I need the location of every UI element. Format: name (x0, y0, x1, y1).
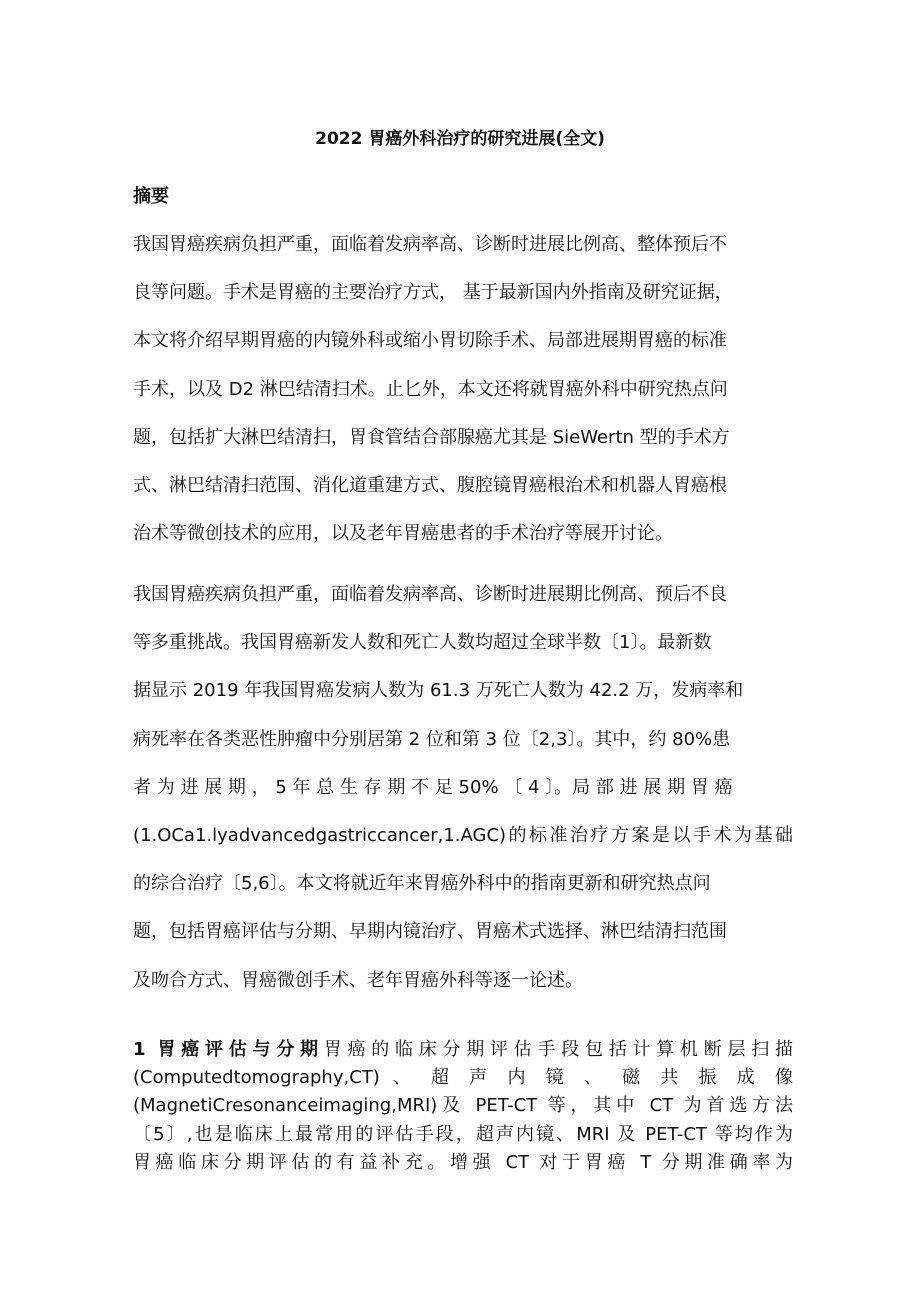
section-1-paragraph (133, 1036, 793, 1177)
section-1-first-line (133, 1036, 793, 1064)
abstract-line: 题，包括扩大淋巴结清扫，胃食管结合部腺癌尤其是 SieWertn 型的手术方 (133, 426, 730, 448)
intro-line: 我国胃癌疾病负担严重，面临着发病率高、诊断时进展期比例高、预后不良 (133, 584, 727, 605)
intro-line: (1.OCa1.lyadvancedgastriccancer,1.AGC)的标准治疗方案是以手术为基础 (133, 825, 793, 847)
abstract-heading: 摘要 (133, 186, 169, 207)
abstract-line: 手术，以及 D2 淋巴结清扫术。止匕外，本文还将就胃癌外科中研究热点问 (133, 378, 728, 400)
section-1-line: (Computedtomography,CT) 、 超 声 内 镜 、 磁 共 振 成 像 (133, 1067, 793, 1089)
intro-line: 者 为 进 展 期 ， 5 年 总 生 存 期 不 足 50% 〔 4 〕。局 部 进 展 期 胃 癌 (133, 776, 733, 798)
section-1-line: 胃癌临床分期评估的有益补充。增强 CT 对于胃癌 T 分期准确率为 (133, 1151, 793, 1173)
intro-line: 据显示 2019 年我国胃癌发病人数为 61.3 万死亡人数为 42.2 万，发病率和 (133, 680, 744, 702)
abstract-line: 我国胃癌疾病负担严重，面临着发病率高、诊断时进展比例高、整体预后不 (133, 234, 727, 255)
section-1-heading: 1 胃癌评估与分期 (133, 1039, 324, 1060)
intro-line: 病死率在各类恶性肿瘤中分别居第 2 位和第 3 位〔2,3〕。其中，约 80%患 (133, 728, 731, 750)
abstract-line: 式、淋巴结清扫范围、消化道重建方式、腹腔镜胃癌根治术和机器人胃癌根 (133, 475, 727, 497)
intro-line: 及吻合方式、胃癌微创手术、老年胃癌外科等逐一论述。 (133, 969, 583, 991)
intro-line: 等多重挑战。我国胃癌新发人数和死亡人数均超过全球半数〔1〕。最新数 (133, 632, 712, 654)
intro-line: 的综合治疗〔5,6〕。本文将就近年来胃癌外科中的指南更新和研究热点问 (133, 873, 711, 895)
abstract-line: 本文将介绍早期胃癌的内镜外科或缩小胃切除手术、局部进展期胃癌的标准 (133, 330, 727, 352)
section-1-line: (MagnetiCresonanceimaging,MRI)及 PET-CT 等，其中 CT 为首选方法 (133, 1095, 793, 1117)
abstract-line: 治术等微创技术的应用，以及老年胃癌患者的手术治疗等展开讨论。 (133, 523, 673, 545)
abstract-paragraph (133, 221, 793, 558)
section-1-line: 〔5〕,也是临床上最常用的评估手段，超声内镜、MRI 及 PET-CT 等均作为 (133, 1123, 793, 1145)
intro-line: 题，包括胃癌评估与分期、早期内镜治疗、胃癌术式选择、淋巴结清扫范围 (133, 921, 727, 943)
intro-paragraph (133, 571, 793, 1005)
abstract-line: 良等问题。手术是胃癌的主要治疗方式， 基于最新国内外指南及研究证据， (133, 282, 733, 304)
document-title: 2022 胃癌外科治疗的研究进展(全文) (315, 129, 605, 149)
section-1-first-line-text: 胃癌的临床分期评估手段包括计算机断层扫描 (323, 1039, 793, 1060)
